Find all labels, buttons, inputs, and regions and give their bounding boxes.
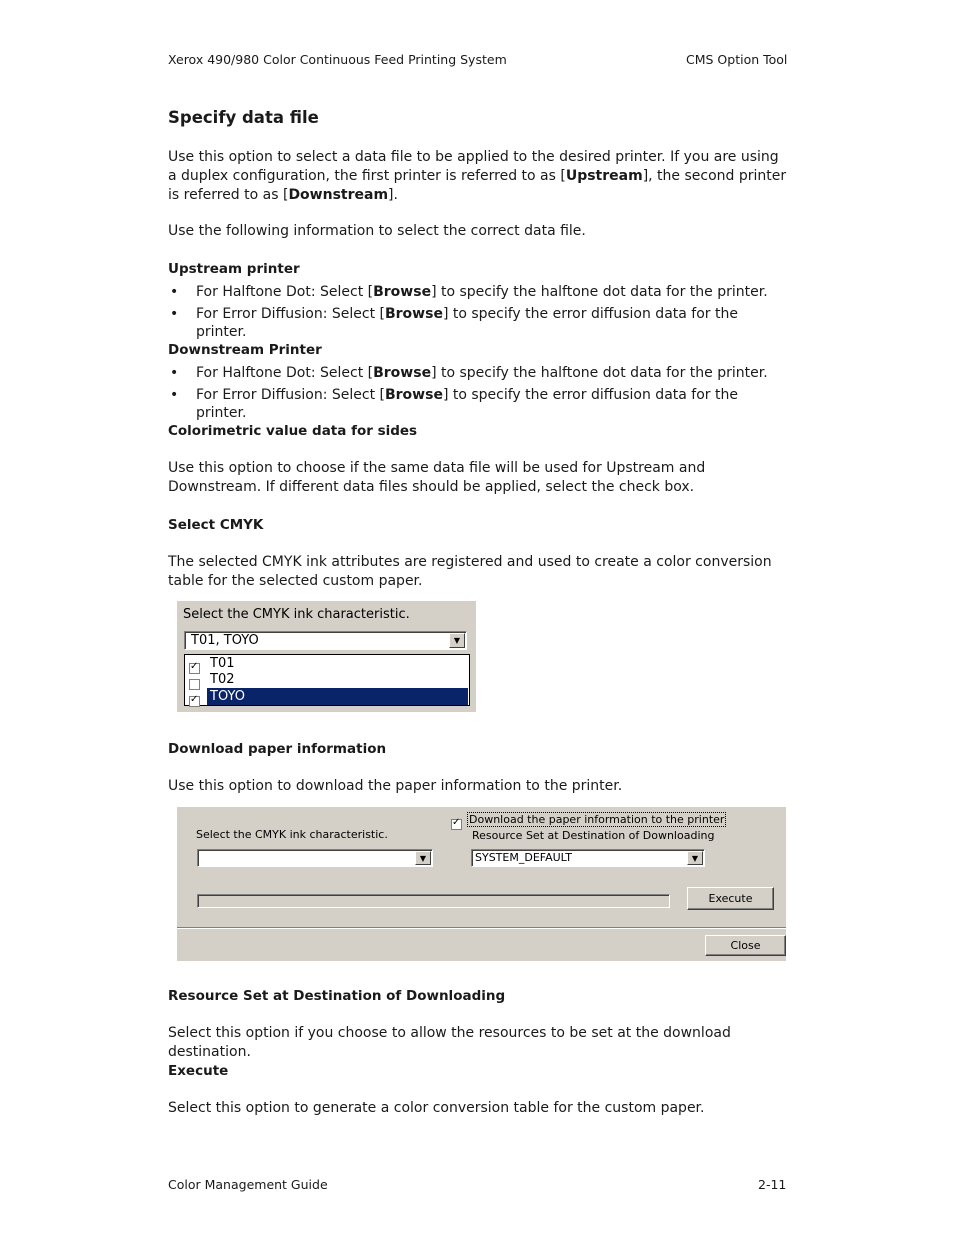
list-item[interactable] xyxy=(186,672,468,688)
colorimetric-paragraph: Use this option to choose if the same data file will be used for Upstream and Downstream. If different data files should be applied, select the check box. xyxy=(168,460,706,495)
option-label: TOYO xyxy=(210,689,245,704)
resource-select[interactable] xyxy=(471,849,705,867)
colorimetric-heading: Colorimetric value data for sides xyxy=(168,423,418,439)
running-header-title: Xerox 490/980 Color Continuous Feed Printing System xyxy=(168,52,507,67)
select-cmyk-paragraph: The selected CMYK ink attributes are registered and used to create a color conversion table for the selected custom paper. xyxy=(168,554,772,589)
select-cmyk-heading: Select CMYK xyxy=(168,517,264,533)
download-checkbox-row[interactable] xyxy=(451,812,725,827)
downstream-heading: Downstream Printer xyxy=(168,342,322,358)
chevron-down-icon[interactable]: ▼ xyxy=(449,633,465,648)
list-item: • For Halftone Dot: Select [Browse] to specify the halftone dot data for the printer. xyxy=(168,283,788,305)
execute-paragraph: Select this option to generate a color conversion table for the custom paper. xyxy=(168,1100,705,1116)
download-dialog-screenshot xyxy=(177,807,786,961)
cmyk-label: Select the CMYK ink characteristic. xyxy=(196,828,388,841)
resource-select-value: SYSTEM_DEFAULT xyxy=(475,851,572,864)
intro-paragraph: Use this option to select a data file to be applied to the desired printer. If you are using a duplex configuration, the first printer is referred to as [Upstream], the second printer is referred to as [Downstream]. xyxy=(168,149,787,203)
list-item: • For Halftone Dot: Select [Browse] to specify the halftone dot data for the printer. xyxy=(168,364,788,386)
resource-set-heading: Resource Set at Destination of Downloading xyxy=(168,988,506,1004)
close-button[interactable]: Close xyxy=(705,935,786,956)
cmyk-options-list xyxy=(184,654,470,706)
cmyk-select[interactable] xyxy=(197,849,433,867)
download-paragraph: Use this option to download the paper information to the printer. xyxy=(168,778,623,794)
execute-heading: Execute xyxy=(168,1063,229,1079)
cmyk-select-value: T01, TOYO xyxy=(191,633,259,648)
highlight-bar xyxy=(207,688,468,705)
download-checkbox-label: Download the paper information to the printer xyxy=(469,813,725,826)
option-label: T02 xyxy=(210,672,235,687)
download-checkbox[interactable] xyxy=(451,819,462,830)
cmyk-select[interactable] xyxy=(184,631,467,650)
option-label: T01 xyxy=(210,656,235,671)
checkbox-toyo[interactable] xyxy=(189,696,200,707)
list-item[interactable] xyxy=(186,688,468,705)
upstream-heading: Upstream printer xyxy=(168,261,300,277)
resource-label: Resource Set at Destination of Downloading xyxy=(472,829,715,842)
page-number: 2-11 xyxy=(758,1177,787,1192)
list-item: • For Error Diffusion: Select [Browse] to specify the error diffusion data for the printer. xyxy=(168,305,788,327)
chevron-down-icon[interactable]: ▼ xyxy=(415,851,431,865)
running-header-section: CMS Option Tool xyxy=(686,52,788,67)
divider xyxy=(177,927,786,929)
footer-guide-title: Color Management Guide xyxy=(168,1177,328,1192)
execute-button[interactable]: Execute xyxy=(687,887,774,910)
follow-paragraph: Use the following information to select the correct data file. xyxy=(168,223,586,239)
resource-set-paragraph: Select this option if you choose to allow the resources to be set at the download destination. xyxy=(168,1025,731,1060)
downstream-list xyxy=(168,364,788,421)
list-item[interactable] xyxy=(186,656,468,672)
chevron-down-icon[interactable]: ▼ xyxy=(687,851,703,865)
section-title: Specify data file xyxy=(168,108,319,127)
cmyk-label: Select the CMYK ink characteristic. xyxy=(183,607,410,622)
download-heading: Download paper information xyxy=(168,741,387,757)
upstream-list xyxy=(168,283,788,340)
progress-bar xyxy=(197,894,670,908)
cmyk-dropdown-screenshot xyxy=(177,601,476,712)
list-item: • For Error Diffusion: Select [Browse] to specify the error diffusion data for the printer. xyxy=(168,386,788,408)
